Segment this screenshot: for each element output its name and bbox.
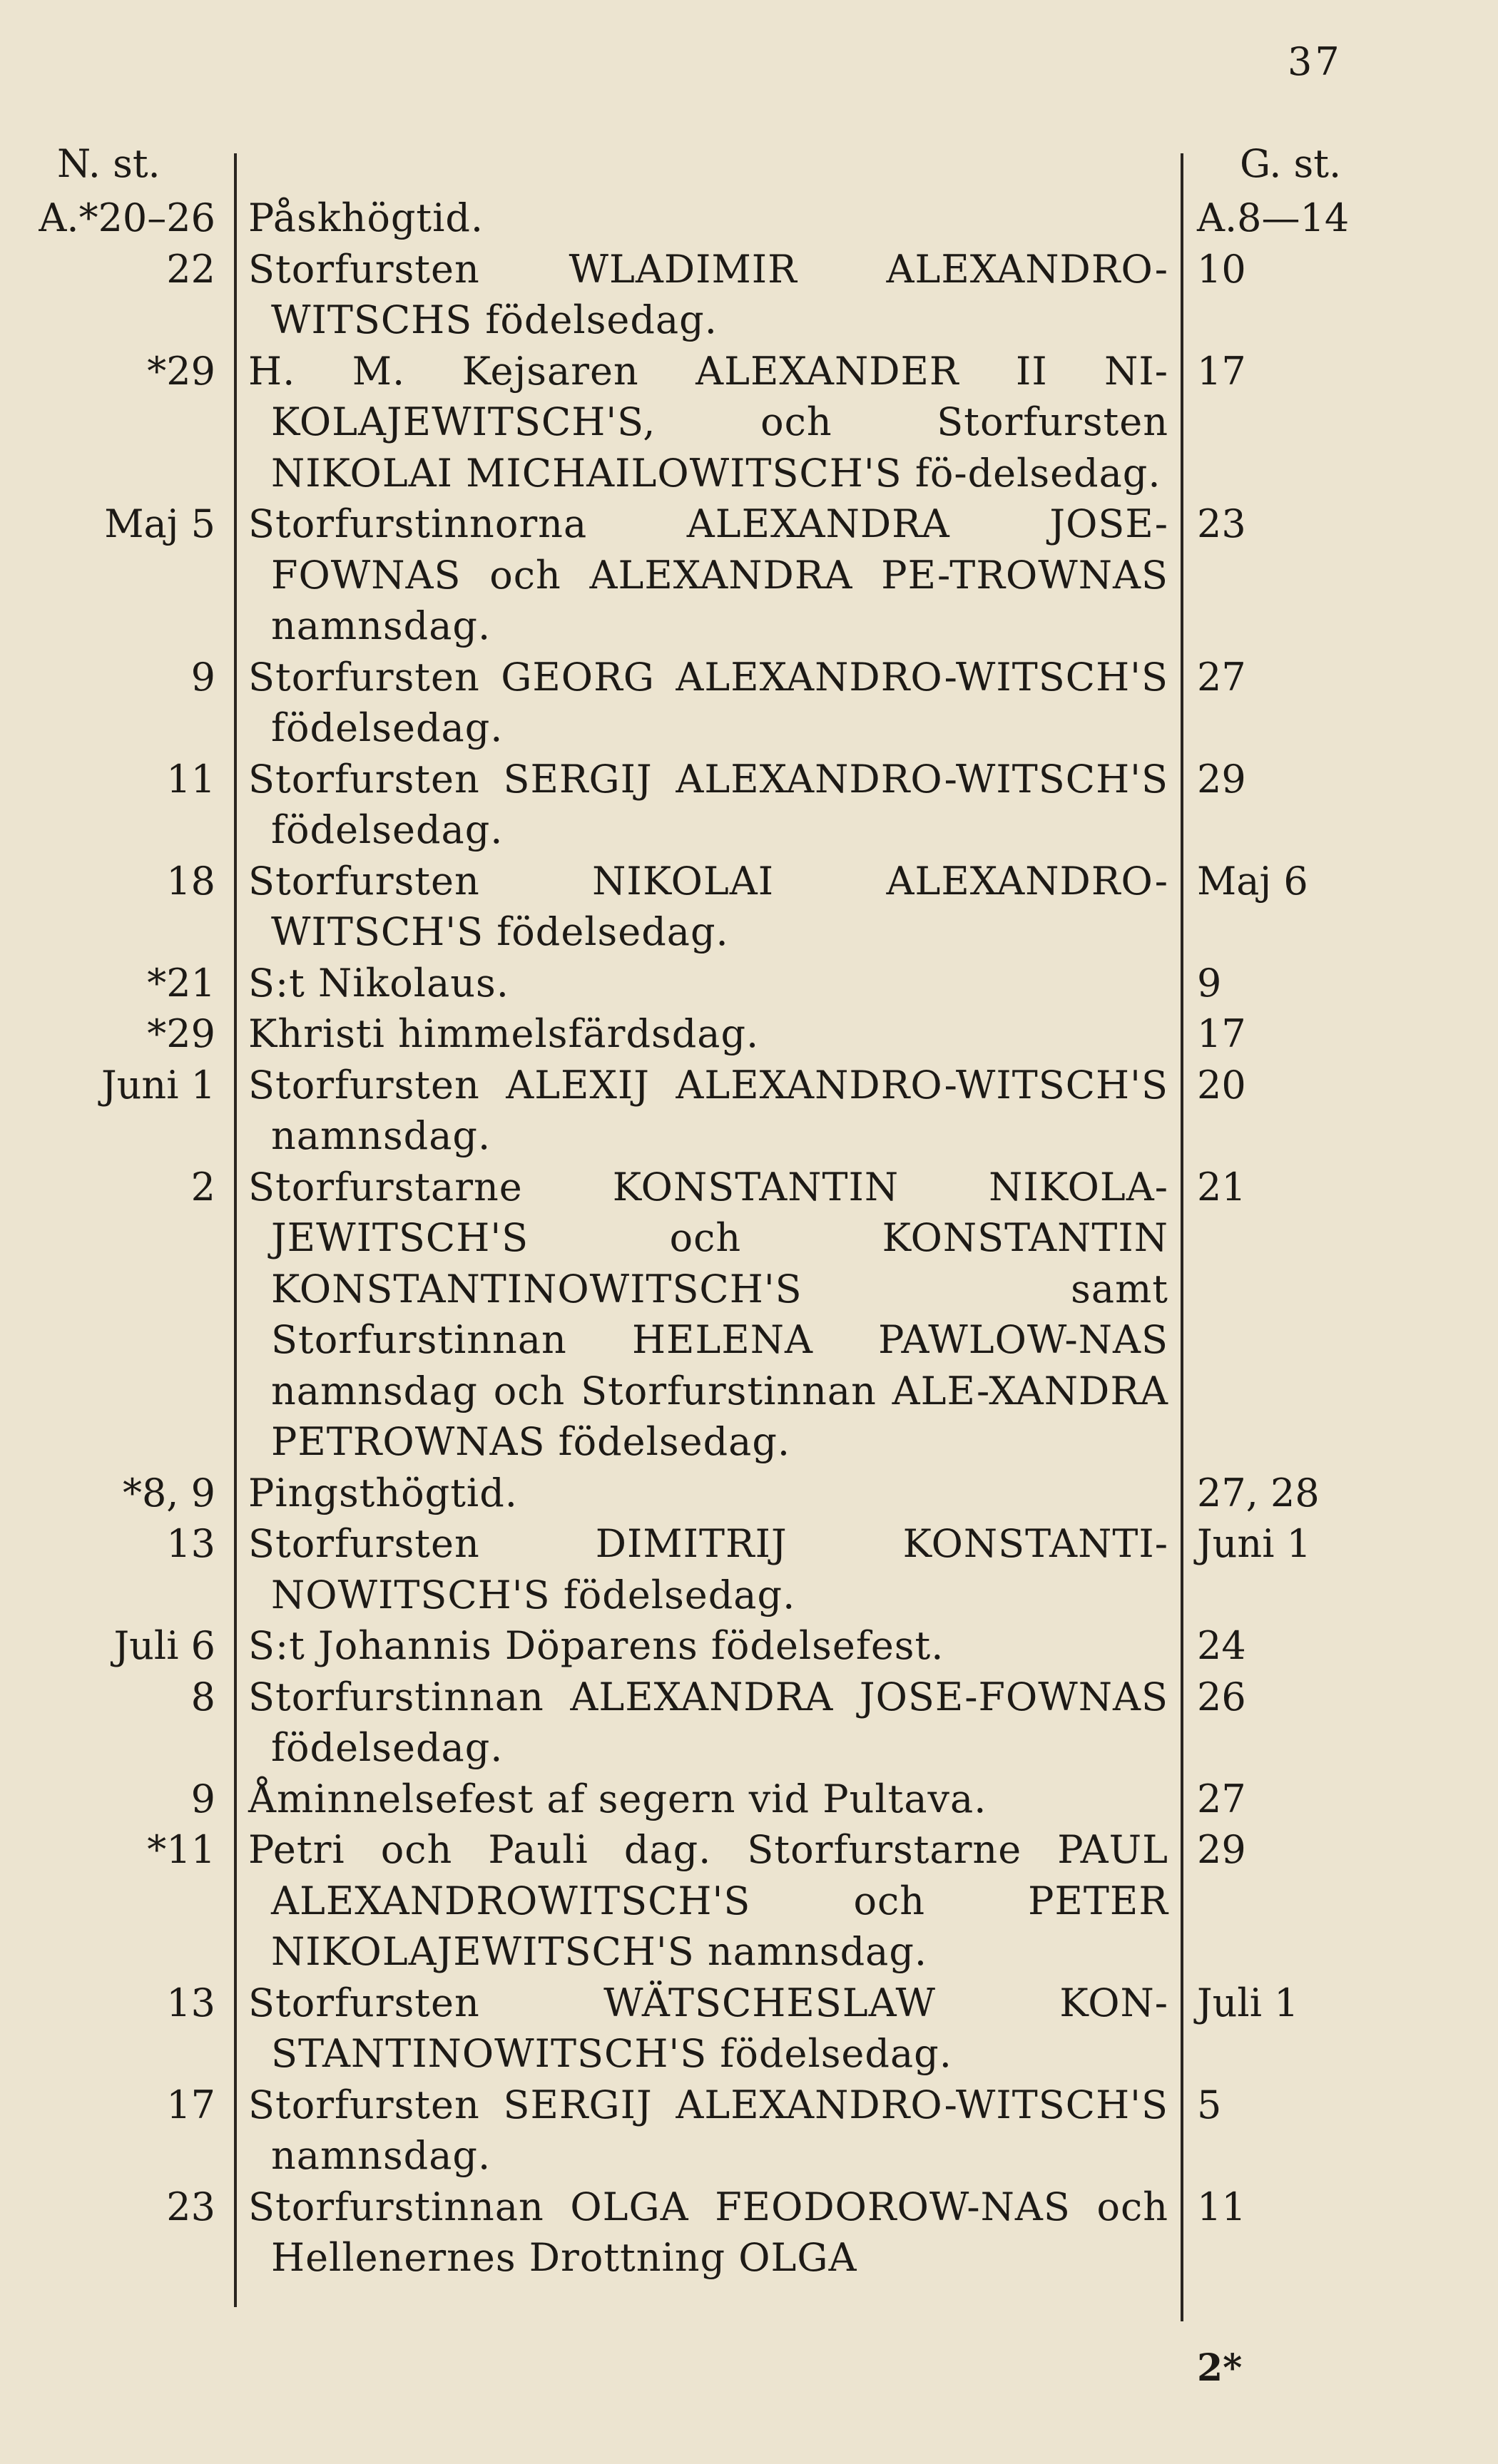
entry-text: S:t Nikolaus.	[248, 960, 509, 1006]
header-ns: N. st.	[57, 141, 160, 186]
gs-date: 27	[1197, 1776, 1246, 1821]
ns-date: Maj 5	[104, 501, 215, 546]
ns-date: 11	[166, 756, 215, 802]
calendar-entry	[0, 1468, 1498, 1519]
calendar-entry	[0, 1162, 1498, 1468]
calendar-entry	[0, 754, 1498, 856]
calendar-entry	[0, 1060, 1498, 1162]
gs-date: 10	[1197, 246, 1246, 292]
entry-text: Khristi himmelsfärdsdag.	[248, 1011, 760, 1056]
ns-date: 13	[166, 1980, 215, 2025]
gs-date: 23	[1197, 501, 1246, 546]
gs-date: Maj 6	[1197, 858, 1308, 904]
ns-date: 13	[166, 1521, 215, 1566]
calendar-entry	[0, 1518, 1498, 1620]
ns-date: 22	[166, 246, 215, 292]
entry-text: Petri och Pauli dag. Storfurstarne PAUL ALEXANDROWITSCH'S och PETER NIKOLAJEWITSCH'S namnsdag.	[248, 1827, 1168, 1974]
calendar-entry	[0, 1672, 1498, 1774]
entry-text: Storfurstarne KONSTANTIN NIKOLA-JEWITSCH'S och KONSTANTIN KONSTANTINOWITSCH'S samt Storfurstinnan HELENA PAWLOW-NAS namnsdag och Storfurstinnan ALE-XANDRA PETROWNAS födelsedag.	[248, 1164, 1168, 1464]
gs-date: 17	[1197, 348, 1246, 394]
calendar-entry	[0, 1008, 1498, 1060]
header-gs: G. st.	[1240, 141, 1342, 186]
gs-date: 9	[1197, 960, 1222, 1006]
gs-date: 27	[1197, 654, 1246, 700]
calendar-entry	[0, 244, 1498, 346]
entry-text: Storfursten WÄTSCHESLAW KON-STANTINOWITSCH'S födelsedag.	[248, 1980, 1168, 2076]
gs-date: Juli 1	[1197, 1980, 1299, 2025]
ns-date: *11	[147, 1827, 215, 1872]
entry-text: Storfursten NIKOLAI ALEXANDRO-WITSCH'S födelsedag.	[248, 858, 1168, 954]
signature-mark: 2*	[1197, 2346, 1243, 2390]
page-number: 37	[1288, 39, 1342, 84]
entry-text: Storfurstinnan ALEXANDRA JOSE-FOWNAS födelsedag.	[248, 1674, 1168, 1770]
calendar-entry	[0, 2182, 1498, 2284]
calendar-entry	[0, 856, 1498, 958]
gs-date: 21	[1197, 1164, 1246, 1210]
ns-date: *21	[147, 960, 215, 1006]
gs-date: 27, 28	[1197, 1470, 1320, 1515]
calendar-entry	[0, 958, 1498, 1009]
gs-date: 5	[1197, 2082, 1222, 2127]
calendar-entry	[0, 1978, 1498, 2080]
ns-date: 17	[166, 2082, 215, 2127]
gs-date: 20	[1197, 1062, 1246, 1108]
entry-text: S:t Johannis Döparens födelsefest.	[248, 1623, 944, 1668]
entry-text: Storfursten SERGIJ ALEXANDRO-WITSCH'S födelsedag.	[248, 756, 1168, 852]
entry-text: Påskhögtid.	[248, 195, 484, 240]
calendar-entry	[0, 1824, 1498, 1978]
gs-date: 26	[1197, 1674, 1246, 1719]
calendar-entry	[0, 346, 1498, 499]
calendar-entry	[0, 1774, 1498, 1825]
calendar-entries	[0, 193, 1498, 2284]
gs-date: 29	[1197, 756, 1246, 802]
ns-date: 18	[166, 858, 215, 904]
gs-date: 11	[1197, 2184, 1246, 2229]
gs-date: 17	[1197, 1011, 1246, 1056]
calendar-entry	[0, 652, 1498, 754]
ns-date: *8, 9	[122, 1470, 215, 1515]
entry-text: Storfurstinnorna ALEXANDRA JOSE-FOWNAS och ALEXANDRA PE-TROWNAS namnsdag.	[248, 501, 1168, 648]
ns-date: 2	[190, 1164, 215, 1210]
gs-date: A.8—14	[1197, 195, 1350, 240]
gs-date: Juni 1	[1197, 1521, 1311, 1566]
entry-text: Storfursten WLADIMIR ALEXANDRO-WITSCHS födelsedag.	[248, 246, 1168, 342]
ns-date: 9	[190, 1776, 215, 1821]
gs-date: 24	[1197, 1623, 1246, 1668]
ns-date: *29	[147, 348, 215, 394]
ns-date: Juni 1	[101, 1062, 215, 1108]
ns-date: 9	[190, 654, 215, 700]
ns-date: *29	[147, 1011, 215, 1056]
calendar-entry	[0, 1620, 1498, 1672]
entry-text: Storfursten GEORG ALEXANDRO-WITSCH'S födelsedag.	[248, 654, 1168, 750]
entry-text: Storfurstinnan OLGA FEODOROW-NAS och Hellenernes Drottning OLGA	[248, 2184, 1168, 2280]
ns-date: Juli 6	[113, 1623, 215, 1668]
entry-text: Storfursten ALEXIJ ALEXANDRO-WITSCH'S namnsdag.	[248, 1062, 1168, 1158]
entry-text: H. M. Kejsaren ALEXANDER II NI-KOLAJEWITSCH'S, och Storfursten NIKOLAI MICHAILOWITSCH'S fö-delsedag.	[248, 348, 1168, 496]
calendar-entry	[0, 2080, 1498, 2182]
ns-date: A.*20–26	[39, 195, 215, 240]
entry-text: Storfursten DIMITRIJ KONSTANTI-NOWITSCH'S födelsedag.	[248, 1521, 1168, 1617]
entry-text: Storfursten SERGIJ ALEXANDRO-WITSCH'S namnsdag.	[248, 2082, 1168, 2178]
ns-date: 23	[166, 2184, 215, 2229]
entry-text: Åminnelsefest af segern vid Pultava.	[248, 1776, 987, 1821]
calendar-entry	[0, 193, 1498, 244]
entry-text: Pingsthögtid.	[248, 1470, 518, 1515]
ns-date: 8	[190, 1674, 215, 1719]
gs-date: 29	[1197, 1827, 1246, 1872]
calendar-entry	[0, 499, 1498, 652]
